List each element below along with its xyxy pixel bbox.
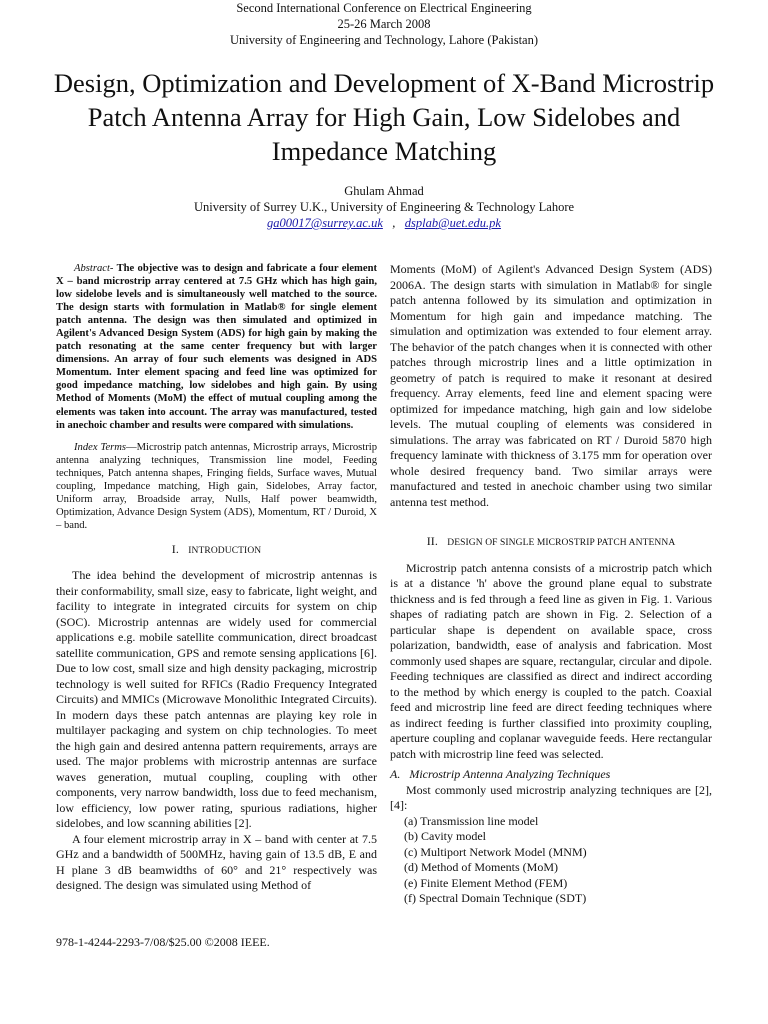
section-number: I. [171, 541, 179, 556]
author-affiliation: University of Surrey U.K., University of Engineering & Technology Lahore [193, 200, 575, 214]
paper-title: Design, Optimization and Development of X-Band Microstrip Patch Antenna Array for High Gain, Low Sidelobes and Impedance Matching [53, 68, 715, 166]
design-paragraph-2: Most commonly used microstrip analyzing techniques are [2], [4]: [390, 782, 712, 812]
index-terms-lead: Index Terms [74, 441, 127, 453]
list-item: (d) Method of Moments (MoM) [404, 860, 558, 874]
section-heading-introduction [56, 542, 377, 560]
section-number: II. [426, 534, 438, 548]
design-paragraph-1: Microstrip patch antenna consists of a microstrip patch which is at a distance 'h' above the ground plane equal to substrate thickness and is fed through a feed line as given in Fig. 1. Various shapes of radiating patch are shown in Fig. 2. Selection of a particular shape is dependent on available space, cross polarization, bandwidth, ease of analysis and fabrication. Most commonly used shapes are square, rectangular, circular and dipole. Feeding techniques are classified as direct and indirect according to the method by which energy is coupled to the patch. Coaxial feed and microstrip line feed are direct feeding techniques where as indirect feeding is further classified into proximity coupling, aperture coupling and coplanar waveguide feeds. Here rectangular patch with microstrip line feed was selected. [390, 560, 712, 761]
subsection-heading [390, 767, 712, 783]
author-emails [0, 215, 768, 231]
email-link-uet[interactable]: dsplab@uet.edu.pk [404, 216, 501, 230]
intro-paragraph-continued: Moments (MoM) of Agilent's Advanced Design System (ADS) 2006A. The design starts with simulation in Matlab® for single patch antenna followed by its simulation and optimization in Momentum for high gain and impedance matching. The simulation and optimization was extended to four element array. The behavior of the patch changes when it is connected with other patches through microstrip lines and a little optimization in geometry of patch is required to make it resonant at desired frequency. Array elements, feed line and element spacing were optimized for impedance matching, high gain and low sidelobe levels. The mutual coupling of elements was considered in simulations. The array was fabricated on RT / Duroid 5870 high frequency laminate with thickness of 3.175 mm for operation over whole desired frequency band. Two similar arrays were manufactured and tested in anechoic chamber using two similar antenna test method. [390, 262, 712, 509]
section-title: INTRODUCTION [188, 545, 262, 556]
subsection-title: Microstrip Antenna Analyzing Techniques [409, 767, 611, 781]
list-item: (e) Finite Element Method (FEM) [404, 875, 568, 890]
right-column [390, 262, 712, 907]
conference-date: 25-26 March 2008 [337, 17, 431, 31]
email-separator: , [392, 216, 396, 230]
copyright-footer: 978-1-4244-2293-7/08/$25.00 ©2008 IEEE. [56, 935, 270, 949]
author-block [0, 183, 768, 231]
conference-header [0, 0, 768, 48]
author-name: Ghulam Ahmad [344, 184, 424, 198]
email-link-surrey[interactable]: ga00017@surrey.ac.uk [267, 216, 383, 230]
left-column [56, 262, 377, 894]
list-item: (a) Transmission line model [404, 813, 539, 828]
section-heading-design [390, 534, 712, 552]
technique-list [390, 814, 712, 907]
intro-paragraph-2: A four element microstrip array in X – band with center at 7.5 GHz and a bandwidth of 500MHz, having gain of 13.5 dB, E and H plane 3 dB beamwidths of 60° and 21° respectively was designed. The design was simulated using Method of [56, 831, 377, 893]
list-item: (b) Cavity model [404, 829, 486, 843]
abstract-text: The objective was to design and fabricate a four element X – band microstrip array centered at 7.5 GHz which has high gain, low sidelobe levels and is simultaneously well matched to the source. The design starts with formulation in Matlab® for single element patch antenna. The design was then simulated and optimized in Agilent's Advanced Design System (ADS) for high gain by making the patch resonating at the same center frequency but with larger dimensions. An array of four such elements was designed in ADS Momentum. Inter element spacing and feed line was optimized for good impedance matching, low sidelobes and high gain. By using Method of Moments (MoM) the effect of mutual coupling among the elements was taken into account. The array was manufactured, tested in anechoic chamber and results were compared with simulations. [56, 263, 377, 431]
abstract-lead: Abstract- [74, 263, 114, 274]
list-item: (f) Spectral Domain Technique (SDT) [404, 891, 587, 905]
conference-venue: University of Engineering and Technology, Lahore (Pakistan) [229, 33, 539, 47]
list-item: (c) Multiport Network Model (MNM) [404, 844, 587, 859]
index-terms-text: —Microstrip patch antennas, Microstrip arrays, Microstrip antenna analyzing techniques, Transmission line model, Feeding techniques, Patch antenna shapes, Fringing fields, Surface waves, Mutual coupling, Impedance matching, High gain, Sidelobes, Array factor, Uniform array, Broadside array, Nulls, Half power beamwidth, Optimization, Advance Design System (ADS), Momentum, RT / Duroid, X – band. [56, 441, 377, 531]
index-terms [56, 441, 377, 532]
abstract [56, 262, 377, 432]
intro-paragraph-1: The idea behind the development of microstrip antennas is their conformability, small size, easy to fabricate, light weight, and facility to integrate in integrated circuits for system on chip (SOC). Microstrip antennas are widely used for commercial applications e.g. mobile satellite communication, direct broadcast satellite communication, GPS and remote sensing applications [6]. Due to low cost, small size and high density packaging, microstrip technology is well suited for RFICs (Radio Frequency Integrated Circuits) and MMICs (Microwave Monolithic Integrated Circuits). In modern days these patch antennas are playing key role in multilayer packaging and system on chip technologies. To meet the high gain and desired antenna pattern requirements, arrays are used. The major problems with microstrip antennas are surface waves generation, mutual coupling, coupling with other components, very narrow bandwidth, loss due to feed mechanism, low efficiency, low power rating, spurious radiations, higher sidelobes, and low scanning abilities [2]. [56, 568, 377, 831]
section-title: DESIGN OF SINGLE MICROSTRIP PATCH ANTENNA [447, 538, 676, 548]
subsection-number: A. [390, 767, 401, 781]
conference-name: Second International Conference on Electrical Engineering [236, 1, 532, 15]
